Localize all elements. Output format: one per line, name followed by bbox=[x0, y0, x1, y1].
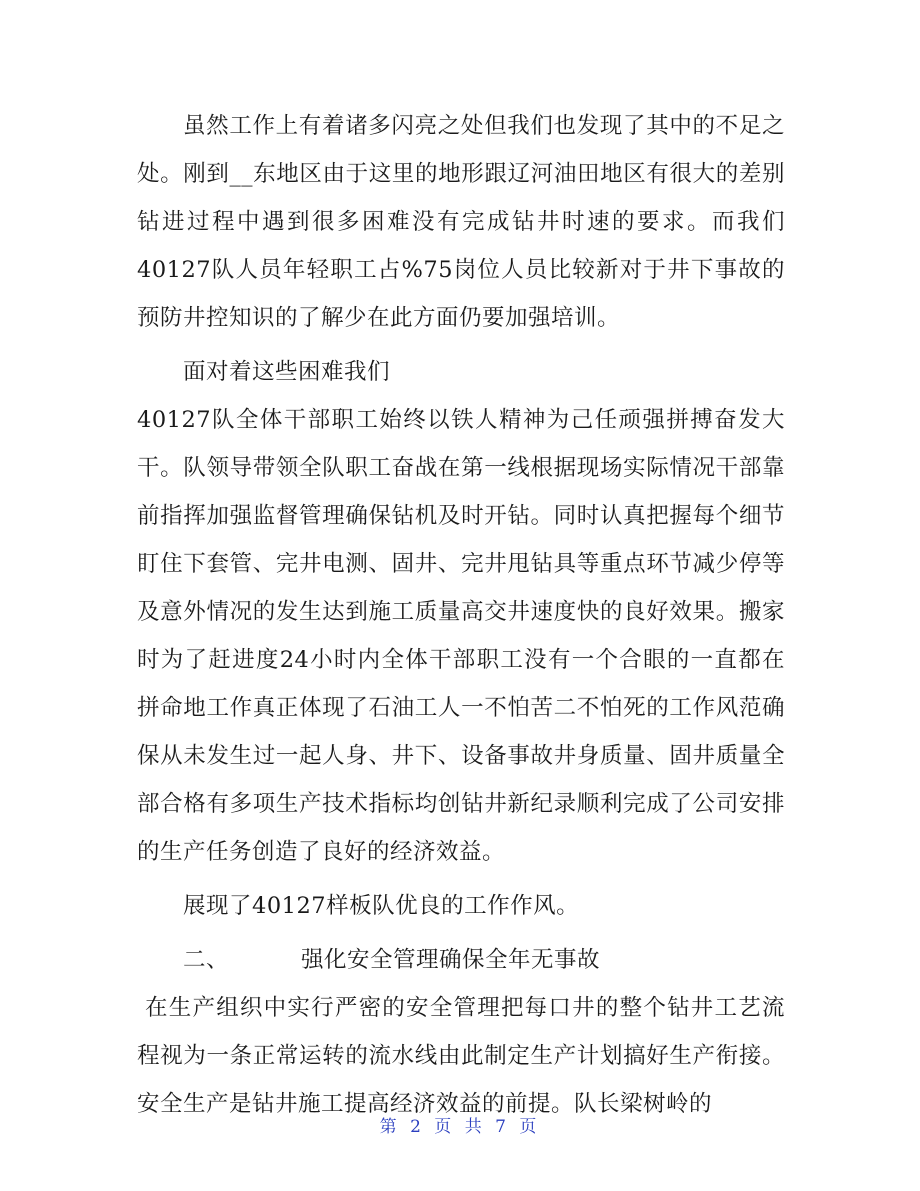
section-number: 二、 bbox=[183, 947, 230, 973]
document-body bbox=[137, 102, 785, 1128]
paragraph-shortcomings: 虽然工作上有着诸多闪亮之处但我们也发现了其中的不足之处。刚到__东地区由于这里的地形跟辽河油田地区有很大的差别钻进过程中遇到很多困难没有完成钻井时速的要求。而我们40127队人员年轻职工占%75岗位人员比较新对于井下事故的预防井控知识的了解少在此方面仍要加强培训。 bbox=[137, 113, 785, 331]
paragraph-safety-management: 在生产组织中实行严密的安全管理把每口井的整个钻井工艺流程视为一条正常运转的流水线由此制定生产计划搞好生产衔接。安全生产是钻井施工提高经济效益的前提。队长梁树岭的 bbox=[137, 995, 785, 1117]
section-heading bbox=[137, 936, 785, 984]
paragraph-work-style: 展现了40127样板队优良的工作作风。 bbox=[183, 893, 580, 919]
paragraph-difficulties-intro: 面对着这些困难我们 bbox=[183, 359, 391, 385]
page-number-footer: 第 2 页 共 7 页 bbox=[379, 1117, 541, 1137]
paragraph-team-effort: 40127队全体干部职工始终以铁人精神为己任顽强拼搏奋发大干。队领导带领全队职工奋战在第一线根据现场实际情况干部靠前指挥加强监督管理确保钻机及时开钻。同时认真把握每个细节盯住下套管、完井电测、固井、完井甩钻具等重点环节减少停等及意外情况的发生达到施工质量高交井速度快的良好效果。搬家时为了赶进度24小时内全体干部职工没有一个合眼的一直都在拼命地工作真正体现了石油工人一不怕苦二不怕死的工作风范确保从未发生过一起人身、井下、设备事故井身质量、固井质量全部合格有多项生产技术指标均创钻井新纪录顺利完成了公司安排的生产任务创造了良好的经济效益。 bbox=[137, 407, 785, 865]
section-title: 强化安全管理确保全年无事故 bbox=[301, 947, 601, 973]
